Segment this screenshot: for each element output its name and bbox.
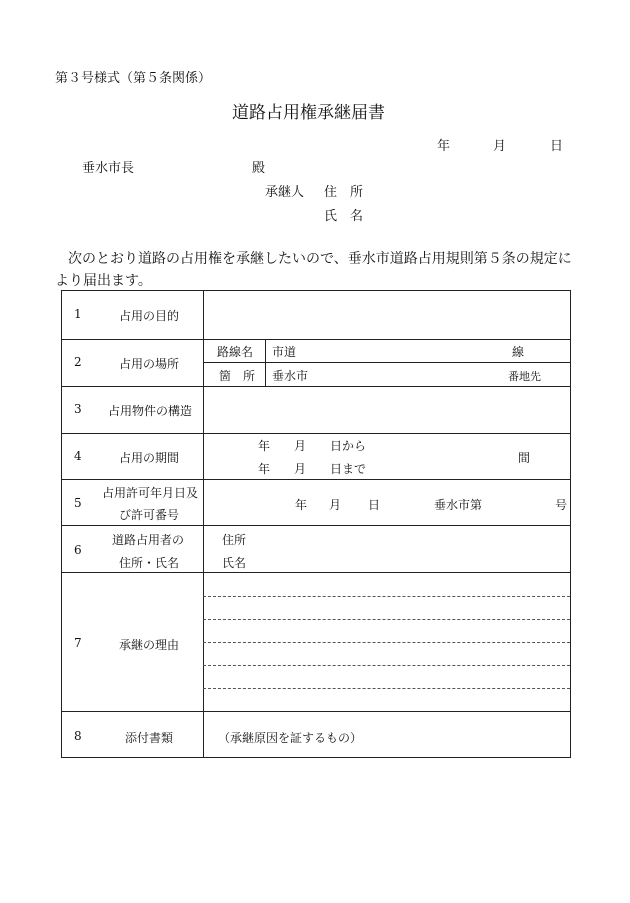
row-label-occupant-line1: 道路占用者の <box>112 533 185 547</box>
occupant-address-label: 住所 <box>222 533 247 547</box>
row-separator <box>62 479 570 480</box>
permit-number-prefix: 垂水市第 <box>434 498 483 512</box>
row-label-purpose: 占用の目的 <box>119 309 180 323</box>
row-label-permit-line2: び許可番号 <box>119 508 180 522</box>
row-number: 3 <box>74 402 82 416</box>
body-text-line1: 次のとおり道路の占用権を承継したいので、垂水市道路占用規則第５条の規定に <box>68 251 572 267</box>
row-separator <box>62 339 570 340</box>
row-number: 5 <box>74 496 82 510</box>
row-label-structure: 占用物件の構造 <box>108 404 193 418</box>
place-prefix: 垂水市 <box>272 369 309 383</box>
row-separator <box>62 525 570 526</box>
row-label-permit-line1: 占用許可年月日及 <box>102 486 199 500</box>
date-day-label: 日 <box>550 139 564 154</box>
row-separator <box>62 572 570 573</box>
row-number: 2 <box>74 355 82 369</box>
from-year: 年 <box>258 439 271 453</box>
reason-field[interactable] <box>205 574 568 709</box>
row-number: 7 <box>74 636 82 650</box>
permit-year: 年 <box>295 498 308 512</box>
form-number: 第３号様式（第５条関係） <box>55 71 212 86</box>
attachments-note: （承継原因を証するもの） <box>218 731 363 745</box>
route-suffix: 線 <box>512 345 525 359</box>
successor-label: 承継人 <box>265 185 305 200</box>
row-label-period: 占用の期間 <box>119 451 180 465</box>
row-number: 8 <box>74 729 82 743</box>
from-month: 月 <box>294 439 307 453</box>
notification-form-table <box>61 290 571 758</box>
occupant-name-label: 氏名 <box>222 556 247 570</box>
honorific: 殿 <box>252 161 266 176</box>
route-prefix: 市道 <box>272 345 297 359</box>
place-suffix: 番地先 <box>508 370 541 383</box>
from-day: 日から <box>330 439 367 453</box>
date-year-label: 年 <box>437 139 451 154</box>
row-label-occupant-line2: 住所・氏名 <box>119 556 180 570</box>
document-title: 道路占用権承継届書 <box>232 103 385 123</box>
row-label-location: 占用の場所 <box>119 357 180 371</box>
row-separator <box>62 386 570 387</box>
row2-inner-divider <box>265 339 266 386</box>
body-text-line2: より届出ます。 <box>55 273 152 289</box>
row-separator <box>62 433 570 434</box>
row-number: 4 <box>74 449 82 463</box>
row-separator <box>62 711 570 712</box>
permit-number-suffix: 号 <box>555 498 568 512</box>
permit-month: 月 <box>329 498 342 512</box>
row-label-reason: 承継の理由 <box>119 638 180 652</box>
successor-address-label: 住 所 <box>324 185 364 200</box>
successor-name-label: 氏 名 <box>324 209 364 224</box>
purpose-field[interactable] <box>205 293 568 337</box>
to-day: 日まで <box>330 462 367 476</box>
date-month-label: 月 <box>493 139 507 154</box>
route-name-label: 路線名 <box>217 345 254 359</box>
place-label: 箇 所 <box>219 369 256 383</box>
row-number: 6 <box>74 543 82 557</box>
permit-day: 日 <box>368 498 381 512</box>
duration-label: 間 <box>518 451 531 465</box>
row-label-attachments: 添付書類 <box>125 731 174 745</box>
row-number: 1 <box>74 307 82 321</box>
to-year: 年 <box>258 462 271 476</box>
addressee: 垂水市長 <box>82 161 135 176</box>
structure-field[interactable] <box>205 388 568 431</box>
row2-inner-line <box>203 362 570 363</box>
to-month: 月 <box>294 462 307 476</box>
